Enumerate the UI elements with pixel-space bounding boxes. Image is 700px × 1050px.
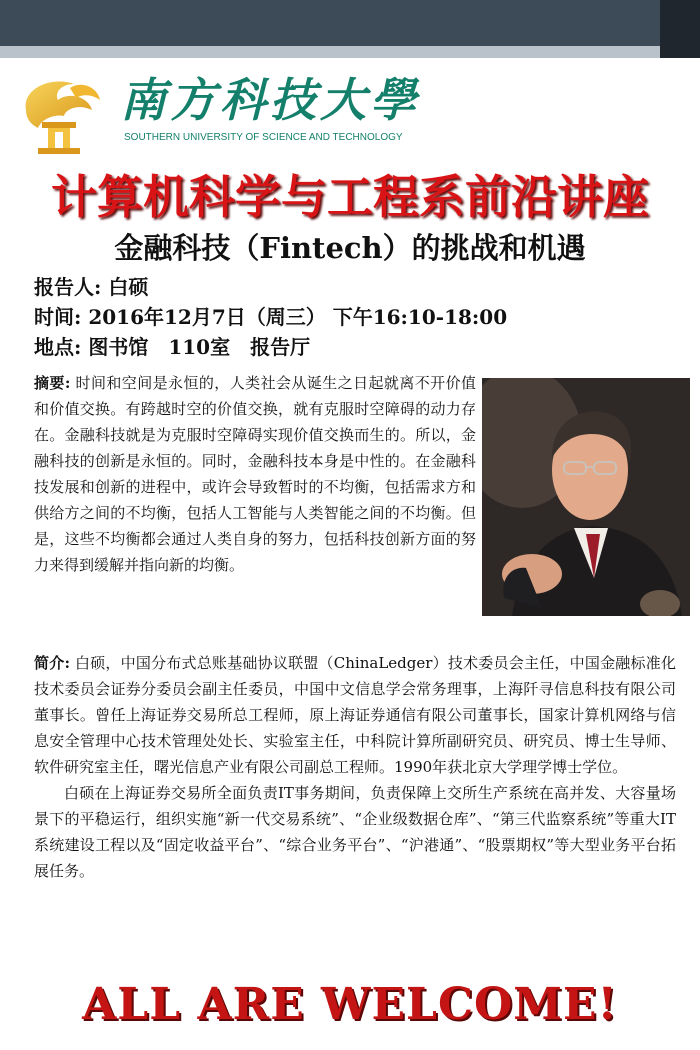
welcome-banner: ALL ARE WELCOME!: [82, 979, 618, 1030]
time-line: 时间: 2016年12月7日（周三） 下午16:10-18:00: [34, 305, 508, 329]
university-logo: [12, 70, 612, 160]
university-name-en: SOUTHERN UNIVERSITY OF SCIENCE AND TECHNOLOGY: [124, 132, 403, 143]
abstract-text: 时间和空间是永恒的，人类社会从诞生之日起就离不开价值和价值交换。有跨越时空的价值交换，就有克服时空障碍的动力存在。金融科技就是为克服时空障碍实现价值交换而生的。所以，金融科技的创新是永恒的。同时，金融科技本身是中性的。在金融科技发展和创新的进程中，或许会导致暂时的不均衡，包括需求方和供给方之间的不均衡，包括人工智能与人类智能之间的不均衡。但是，这些不均衡都会通过人类自身的努力，包括科技创新方面的努力来得到缓解并指向新的均衡。: [34, 374, 476, 574]
bio-label: 简介:: [34, 654, 70, 672]
speaker-line: 报告人: 白硕: [34, 275, 149, 299]
speaker-portrait-image: [482, 378, 690, 616]
banner-light-stripe: [0, 46, 660, 58]
biography-section: [34, 650, 676, 884]
location-line: 地点: 图书馆 110室 报告厅: [34, 335, 311, 359]
top-banner-bar: [0, 0, 700, 58]
bio-paragraph-2: 白硕在上海证券交易所全面负责IT事务期间，负责保障上交所生产系统在高并发、大容量场景下的平稳运行，组织实施“新一代交易系统”、“企业级数据仓库”、“第三代监察系统”等重大IT系统建设工程以及“固定收益平台”、“综合业务平台”、“沪港通”、“股票期权”等大型业务平台拓展任务。: [34, 784, 676, 880]
banner-end-block: [660, 0, 700, 58]
lecture-series-title: 计算机科学与工程系前沿讲座: [51, 170, 649, 224]
university-name-cn: 南方科技大學: [120, 73, 420, 127]
banner-dark-stripe: [0, 0, 660, 46]
abstract-label: 摘要:: [34, 374, 71, 392]
talk-title: 金融科技（Fintech）的挑战和机遇: [114, 231, 586, 265]
abstract-section: [34, 370, 476, 578]
sustech-flame-logo-icon: [12, 70, 106, 160]
speaker-photo: [482, 378, 690, 616]
bio-text: 白硕，中国分布式总账基础协议联盟（ChinaLedger）技术委员会主任，中国金融标准化技术委员会证券分委员会副主任委员，中国中文信息学会常务理事，上海阡寻信息科技有限公司董事长。曾任上海证券交易所总工程师，原上海证券通信有限公司董事长，国家计算机网络与信息安全管理中心技术管理处处长、实验室主任，中科院计算所副研究员、研究员、博士生导师、软件研究室主任，曙光信息产业有限公司副总工程师。1990年获北京大学理学博士学位。: [34, 654, 676, 776]
